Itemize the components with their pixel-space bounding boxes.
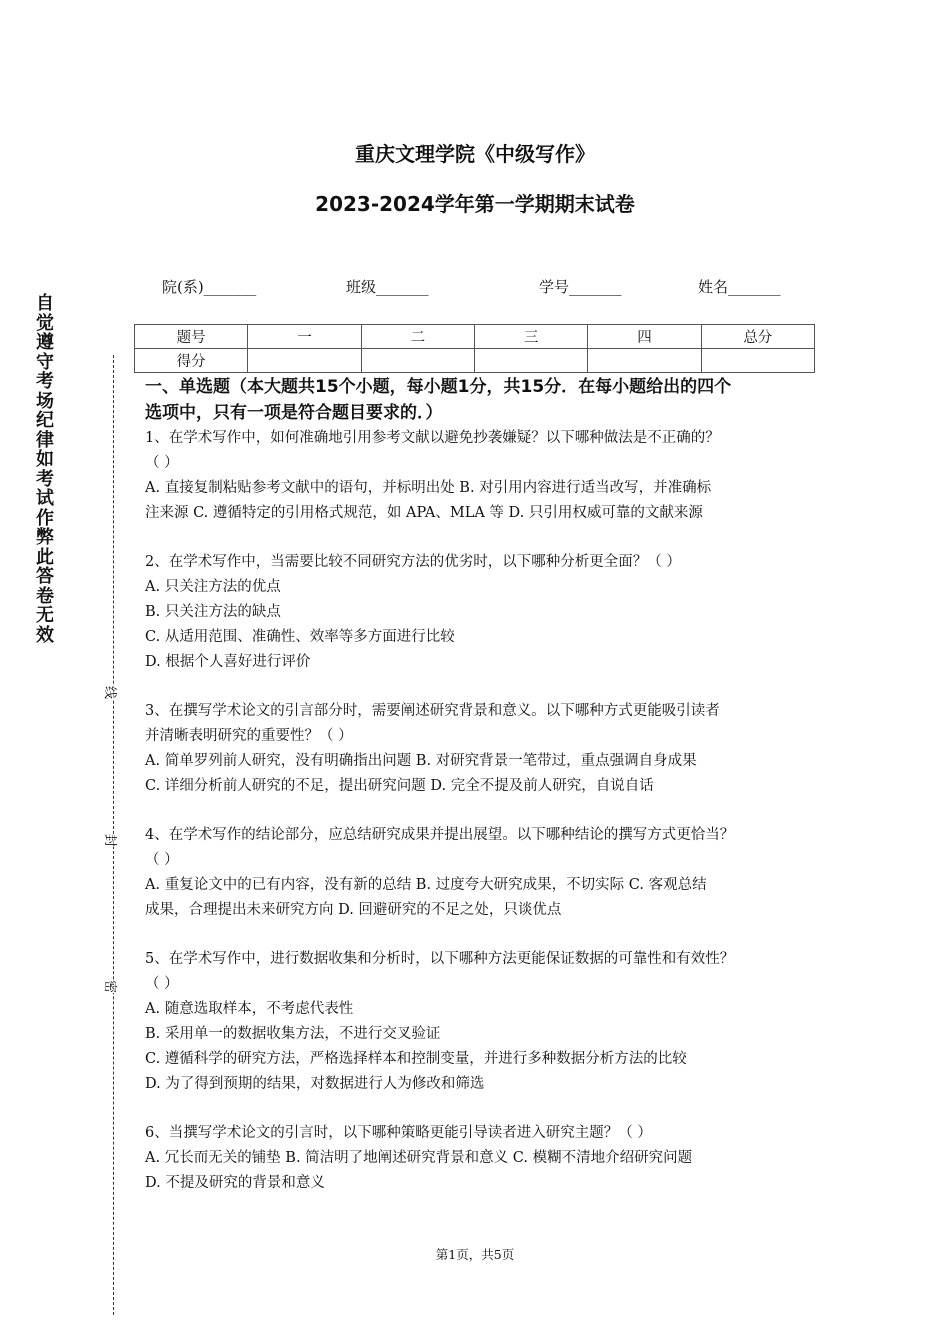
header-cell: 一 [248,325,361,349]
section-heading-line: 一、单选题（本大题共15个小题，每小题1分，共15分．在每小题给出的四个 [145,377,732,397]
score-table [134,324,815,373]
question-line: A. 简单罗列前人研究，没有明确指出问题 B. 对研究背景一笔带过，重点强调自身成果 [145,753,697,769]
question-line: 2、在学术写作中，当需要比较不同研究方法的优劣时，以下哪种分析更全面？（ ） [145,554,681,570]
header-cell: 题号 [135,325,248,349]
question-line: C. 详细分析前人研究的不足，提出研究问题 D. 完全不提及前人研究，自说自话 [145,778,654,794]
question-line: C. 遵循科学的研究方法，严格选择样本和控制变量，并进行多种数据分析方法的比较 [145,1051,687,1067]
question-6 [145,1121,825,1196]
header-cell: 总分 [701,325,814,349]
question-line: （ ） [145,976,179,992]
question-1 [145,426,825,526]
section-heading-line: 选项中，只有一项是符合题目要求的．） [145,403,443,423]
question-2 [145,550,825,675]
question-line: A. 重复论文中的已有内容，没有新的总结 B. 过度夸大研究成果，不切实际 C. 客观总结 [145,877,707,893]
score-cell [701,349,814,373]
question-list [145,426,825,1196]
section-heading [145,374,825,426]
question-line: 1、在学术写作中，如何准确地引用参考文献以避免抄袭嫌疑？以下哪种做法是不正确的？ [145,430,720,446]
question-line: B. 采用单一的数据收集方法，不进行交叉验证 [145,1026,441,1042]
score-cell [588,349,701,373]
question-3 [145,699,825,799]
score-table-row [135,349,815,373]
question-line: D. 为了得到预期的结果，对数据进行人为修改和筛选 [145,1076,485,1092]
question-line: 注来源 C. 遵循特定的引用格式规范，如 APA、MLA 等 D. 只引用权威可靠的文献来源 [145,505,703,521]
field-department: 院(系)_______ [162,278,257,296]
question-4 [145,823,825,923]
score-cell [248,349,361,373]
question-line: A. 冗长而无关的铺垫 B. 简洁明了地阐述研究背景和意义 C. 模糊不清地介绍研究问题 [145,1150,693,1166]
question-line: A. 直接复制粘贴参考文献中的语句，并标明出处 B. 对引用内容进行适当改写，并准确标 [145,480,712,496]
question-line: 成果，合理提出未来研究方向 D. 回避研究的不足之处，只谈优点 [145,902,562,918]
binding-mark-secret: 密 [99,980,124,993]
field-student-id: 学号_______ [539,278,622,296]
header-cell: 三 [474,325,587,349]
question-line: 6、当撰写学术论文的引言时，以下哪种策略更能引导读者进入研究主题？（ ） [145,1125,652,1141]
question-line: 3、在撰写学术论文的引言部分时，需要阐述研究背景和意义。以下哪种方式更能吸引读者 [145,703,720,719]
binding-mark-seal: 封 [99,834,124,847]
exam-title-school: 重庆文理学院《中级写作》 [355,142,595,166]
page-footer: 第1页，共5页 [435,1247,515,1262]
question-line: B. 只关注方法的缺点 [145,604,281,620]
score-cell [474,349,587,373]
question-line: 并清晰表明研究的重要性？（ ） [145,728,353,744]
question-line: （ ） [145,852,179,868]
exam-content [145,374,825,1220]
question-line: A. 只关注方法的优点 [145,579,281,595]
question-5 [145,947,825,1097]
header-cell: 四 [588,325,701,349]
question-line: 4、在学术写作的结论部分，应总结研究成果并提出展望。以下哪种结论的撰写方式更恰当？ [145,827,735,843]
question-line: D. 不提及研究的背景和意义 [145,1175,325,1191]
score-table-header [135,325,815,349]
question-line: A. 随意选取样本，不考虑代表性 [145,1001,354,1017]
question-line: C. 从适用范围、准确性、效率等多方面进行比较 [145,629,455,645]
field-name: 姓名_______ [698,278,781,296]
binding-mark-line: 线 [99,686,124,699]
score-cell [361,349,474,373]
header-cell: 二 [361,325,474,349]
question-line: D. 根据个人喜好进行评价 [145,654,311,670]
question-line: 5、在学术写作中，进行数据收集和分析时，以下哪种方法更能保证数据的可靠性和有效性？ [145,951,735,967]
row-label: 得分 [135,349,248,373]
exam-title-term: 2023-2024学年第一学期期末试卷 [315,192,635,216]
field-class: 班级_______ [346,278,429,296]
side-notice: 自觉遵守考场纪律如考试作弊此答卷无效 [36,293,54,646]
question-line: （ ） [145,455,179,471]
